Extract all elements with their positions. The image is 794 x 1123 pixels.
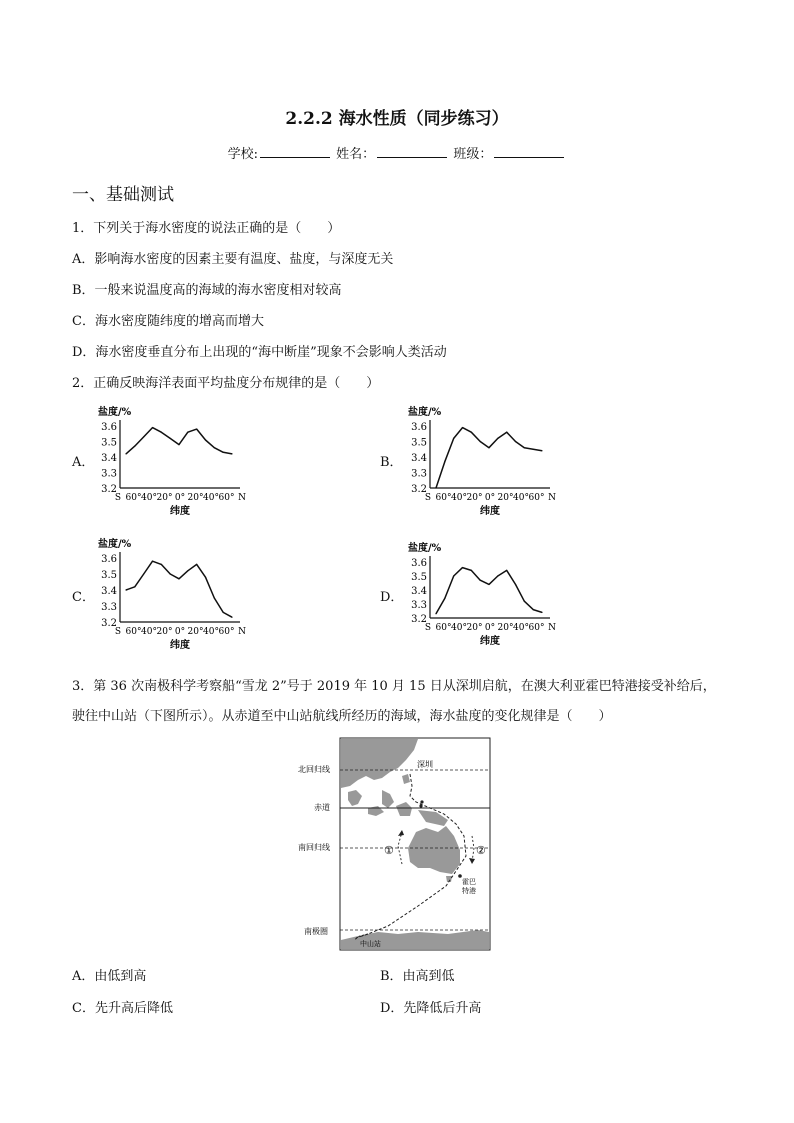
y-axis-label: 盐度/% — [98, 539, 132, 550]
data-point — [125, 589, 126, 590]
y-tick-label: 3.2 — [101, 484, 117, 495]
data-point — [497, 575, 498, 576]
data-point — [497, 438, 498, 439]
data-point — [143, 573, 144, 574]
data-point — [541, 612, 542, 613]
q2-stem: 2．正确反映海洋表面平均盐度分布规律的是（ ） — [72, 376, 380, 391]
q2-option-c[interactable]: C． — [72, 590, 95, 605]
salinity-chart-b — [402, 404, 562, 522]
q1-option-d[interactable]: D．海水密度垂直分布上出现的“海中断崖”现象不会影响人类活动 — [72, 345, 447, 360]
y-tick-label: 3.4 — [411, 453, 427, 464]
data-point — [444, 598, 445, 599]
y-tick-label: 3.3 — [101, 602, 117, 613]
y-tick-label: 3.3 — [101, 468, 117, 480]
label-zhongshan-station: 中山站 — [360, 940, 381, 948]
point-marker — [420, 800, 423, 803]
data-point — [178, 578, 179, 579]
name-label: 姓名： — [336, 147, 376, 162]
x-tick-label: 60° — [125, 493, 142, 503]
school-blank[interactable] — [260, 145, 330, 158]
data-point — [506, 432, 507, 433]
x-tick-label: N — [238, 627, 246, 637]
data-point — [444, 461, 445, 462]
x-tick-label: 40° — [513, 623, 529, 633]
data-point — [161, 564, 162, 565]
data-point — [533, 609, 534, 610]
q3-option-a[interactable]: A．由低到高 — [72, 969, 147, 984]
data-point — [471, 432, 472, 433]
x-tick-label: 20° — [156, 493, 173, 503]
x-tick-label: N — [548, 623, 556, 633]
data-point — [524, 447, 525, 448]
x-tick-label: 60° — [528, 493, 545, 503]
x-tick-label: 20° — [497, 623, 514, 633]
salinity-curve — [126, 561, 232, 617]
y-tick-label: 3.6 — [101, 554, 117, 565]
x-tick-label: 20° — [497, 493, 514, 503]
data-point — [231, 453, 232, 454]
data-point — [205, 577, 206, 578]
q1-stem: 1．下列关于海水密度的说法正确的是（ ） — [72, 221, 341, 236]
data-point — [453, 575, 454, 576]
data-point — [435, 487, 436, 488]
salinity-chart-a — [92, 404, 252, 522]
x-tick-label: 60° — [528, 623, 545, 633]
y-tick-label: 3.6 — [411, 422, 427, 433]
q2-option-d[interactable]: D． — [380, 590, 404, 605]
x-tick-label: 0° — [174, 493, 186, 503]
y-tick-label: 3.6 — [101, 422, 117, 433]
data-point — [170, 438, 171, 439]
name-blank[interactable] — [377, 145, 447, 158]
y-tick-label: 3.3 — [411, 600, 427, 611]
x-tick-label: 40° — [203, 627, 219, 637]
x-tick-label: 20° — [156, 627, 173, 637]
data-point — [488, 584, 489, 585]
salinity-curve — [436, 568, 542, 614]
section-heading: 一、基础测试 — [72, 185, 174, 205]
q1-option-c[interactable]: C．海水密度随纬度的增高而增大 — [72, 314, 264, 329]
y-axis-label: 盐度/% — [98, 407, 132, 418]
q3-option-b[interactable]: B．由高到低 — [380, 969, 455, 984]
y-tick-label: 3.4 — [101, 453, 117, 464]
y-tick-label: 3.6 — [411, 558, 427, 569]
salinity-curve — [436, 428, 542, 488]
q1-option-a[interactable]: A．影响海水密度的因素主要有温度、盐度，与深度无关 — [72, 252, 394, 267]
data-point — [515, 441, 516, 442]
data-point — [223, 612, 224, 613]
x-tick-label: N — [548, 493, 556, 503]
y-tick-label: 3.2 — [411, 484, 427, 495]
x-tick-label: 40° — [513, 493, 529, 503]
data-point — [125, 453, 126, 454]
data-point — [480, 580, 481, 581]
y-tick-label: 3.4 — [411, 586, 427, 597]
label-tropic-of-cancer: 北回归线 — [298, 765, 330, 774]
data-point — [488, 447, 489, 448]
x-tick-label: 60° — [125, 627, 142, 637]
data-point — [506, 570, 507, 571]
data-point — [205, 439, 206, 440]
data-point — [152, 561, 153, 562]
data-point — [462, 427, 463, 428]
label-equator: 赤道 — [314, 803, 330, 812]
x-axis-label: 纬度 — [480, 506, 500, 517]
x-tick-label: S — [114, 493, 122, 503]
q3-stem-line1: 3．第 36 次南极科学考察船“雪龙 2”号于 2019 年 10 月 15 日从深圳启航，在澳大利亚霍巴特港接受补给后， — [72, 679, 716, 694]
q2-option-b[interactable]: B． — [380, 455, 403, 470]
x-axis-label: 纬度 — [480, 636, 500, 647]
x-tick-label: S — [424, 493, 432, 503]
data-point — [143, 436, 144, 437]
x-tick-label: 60° — [218, 627, 235, 637]
data-point — [134, 446, 135, 447]
label-shenzhen: 深圳 — [417, 760, 433, 769]
data-point — [152, 427, 153, 428]
y-tick-label: 3.4 — [101, 586, 117, 597]
x-tick-label: 0° — [484, 493, 496, 503]
data-point — [541, 450, 542, 451]
marker-1: ① — [384, 844, 394, 857]
data-point — [170, 573, 171, 574]
data-point — [533, 449, 534, 450]
x-tick-label: 20° — [187, 627, 204, 637]
q3-option-d[interactable]: D．先降低后升高 — [380, 1001, 482, 1016]
y-tick-label: 3.2 — [101, 618, 117, 629]
q3-option-c[interactable]: C．先升高后降低 — [72, 1001, 173, 1016]
data-point — [453, 438, 454, 439]
data-point — [214, 597, 215, 598]
x-axis-label: 纬度 — [170, 640, 190, 651]
x-tick-label: 20° — [187, 493, 204, 503]
marker-2: ② — [476, 844, 486, 857]
data-point — [161, 432, 162, 433]
y-tick-label: 3.5 — [101, 570, 117, 581]
x-tick-label: 20° — [466, 493, 483, 503]
x-tick-label: 40° — [203, 493, 219, 503]
data-point — [196, 564, 197, 565]
label-hobart-2: 特港 — [462, 887, 476, 895]
y-tick-label: 3.3 — [411, 468, 427, 480]
x-tick-label: S — [424, 623, 432, 633]
data-point — [196, 429, 197, 430]
x-tick-label: 60° — [218, 493, 235, 503]
q3-stem-line2: 驶往中山站（下图所示）。从赤道至中山站航线所经历的海域，海水盐度的变化规律是（ ） — [72, 709, 612, 724]
x-tick-label: 20° — [466, 623, 483, 633]
data-point — [178, 444, 179, 445]
point-marker — [419, 804, 422, 807]
x-axis-label: 纬度 — [170, 506, 190, 517]
page-title: 2.2.2 海水性质（同步练习） — [285, 109, 509, 129]
x-tick-label: 40° — [141, 627, 157, 637]
data-point — [187, 432, 188, 433]
data-point — [480, 441, 481, 442]
data-point — [187, 570, 188, 571]
salinity-chart-c — [92, 536, 252, 656]
x-tick-label: 40° — [141, 493, 157, 503]
y-tick-label: 3.5 — [411, 572, 427, 583]
y-tick-label: 3.2 — [411, 614, 427, 625]
x-tick-label: 60° — [435, 493, 452, 503]
class-label: 班级： — [453, 147, 493, 162]
salinity-chart-d — [402, 540, 562, 652]
y-tick-label: 3.5 — [411, 437, 427, 449]
salinity-curve — [126, 428, 232, 454]
y-tick-label: 3.5 — [101, 437, 117, 449]
x-tick-label: 40° — [451, 493, 467, 503]
label-tropic-of-capricorn: 南回归线 — [298, 843, 330, 852]
data-point — [471, 570, 472, 571]
q1-option-b[interactable]: B．一般来说温度高的海域的海水密度相对较高 — [72, 283, 342, 298]
y-axis-label: 盐度/% — [408, 543, 442, 554]
route-map — [298, 736, 496, 952]
student-info — [0, 143, 794, 162]
label-hobart-1: 霍巴 — [462, 878, 476, 886]
x-tick-label: 0° — [174, 627, 186, 637]
data-point — [462, 567, 463, 568]
x-tick-label: 0° — [484, 623, 496, 633]
x-tick-label: 40° — [451, 623, 467, 633]
x-tick-label: 60° — [435, 623, 452, 633]
data-point — [515, 584, 516, 585]
school-label: 学校: — [227, 147, 259, 162]
data-point — [231, 617, 232, 618]
x-tick-label: S — [114, 627, 122, 637]
data-point — [223, 452, 224, 453]
data-point — [524, 601, 525, 602]
label-antarctic-circle: 南极圈 — [304, 927, 328, 936]
y-axis-label: 盐度/% — [408, 407, 442, 418]
x-tick-label: N — [238, 493, 246, 503]
data-point — [214, 447, 215, 448]
data-point — [435, 613, 436, 614]
q2-option-a[interactable]: A． — [72, 455, 95, 470]
class-blank[interactable] — [494, 145, 564, 158]
data-point — [134, 586, 135, 587]
